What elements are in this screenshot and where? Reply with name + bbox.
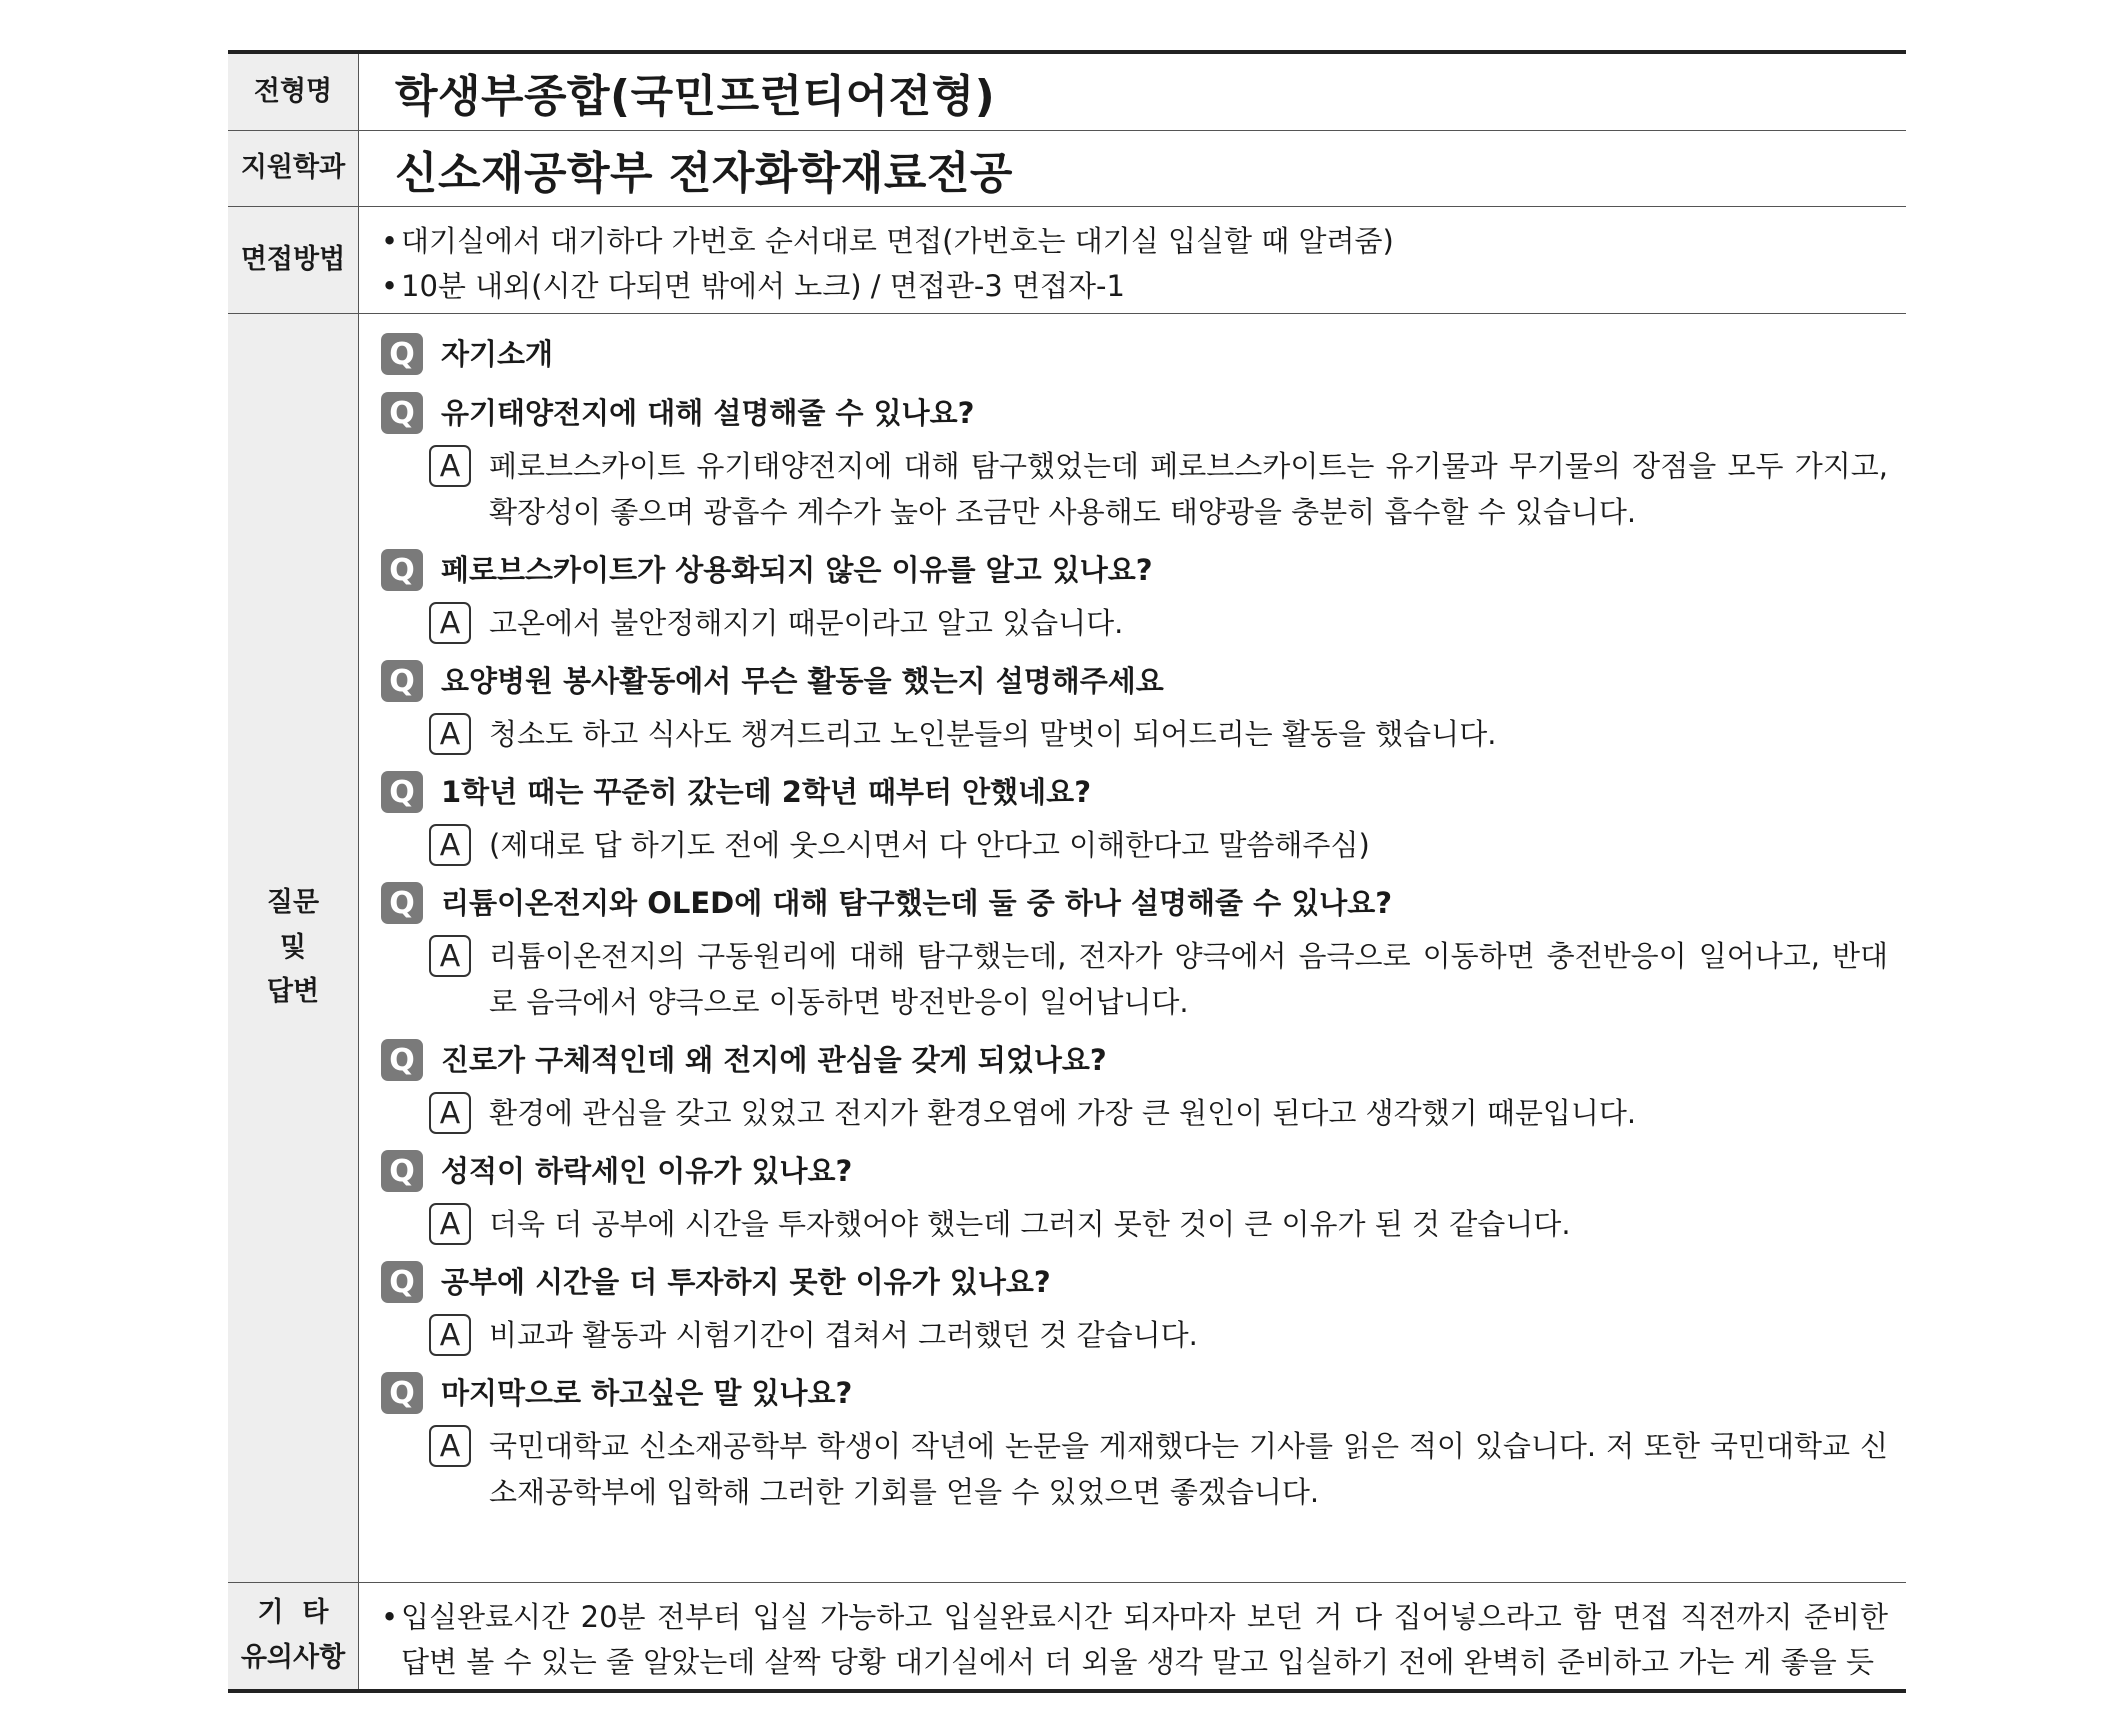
answer-item [429,1312,1888,1358]
answer-badge-icon: A [429,1092,471,1134]
other-notes-label-line: 유의사항 [240,1642,346,1673]
question-badge-icon: Q [381,771,423,813]
question-item [381,657,1888,705]
department-label: 지원학과 [228,131,359,206]
question-item [381,1258,1888,1306]
question-text: 요양병원 봉사활동에서 무슨 활동을 했는지 설명해주세요 [441,664,1164,698]
bullet-icon: • [381,224,399,258]
question-text: 유기태양전지에 대해 설명해줄 수 있나요? [441,396,975,430]
question-badge-icon: Q [381,882,423,924]
question-text: 공부에 시간을 더 투자하지 못한 이유가 있나요? [441,1265,1051,1299]
department-value: 신소재공학부 전자화학재료전공 [395,147,1013,199]
answer-badge-icon: A [429,1314,471,1356]
answer-item [429,822,1888,868]
question-text: 마지막으로 하고싶은 말 있나요? [441,1376,853,1410]
question-badge-icon: Q [381,1150,423,1192]
question-text: 페로브스카이트가 상용화되지 않은 이유를 알고 있나요? [441,553,1153,587]
question-badge-icon: Q [381,549,423,591]
bullet-icon: • [381,269,399,303]
answer-text: 리튬이온전지의 구동원리에 대해 탐구했는데, 전자가 양극에서 음극으로 이동하면 충전반응이 일어나고, 반대로 음극에서 양극으로 이동하면 방전반응이 일어납니다. [489,939,1888,1019]
question-badge-icon: Q [381,1372,423,1414]
answer-text: 페로브스카이트 유기태양전지에 대해 탐구했었는데 페로브스카이트는 유기물과 무기물의 장점을 모두 가지고, 확장성이 좋으며 광흡수 계수가 높아 조금만 사용해도 태양광을 충분히 흡수할 수 있습니다. [489,449,1888,529]
answer-item [429,443,1888,535]
answer-text: 국민대학교 신소재공학부 학생이 작년에 논문을 게재했다는 기사를 읽은 적이 있습니다. 저 또한 국민대학교 신소재공학부에 입학해 그러한 기회를 얻을 수 있었으면 좋겠습니다. [489,1429,1888,1509]
answer-text: (제대로 답 하기도 전에 웃으시면서 다 안다고 이해한다고 말씀해주심) [489,828,1370,862]
qa-label-line: 및 [279,931,307,963]
other-notes-label-line: 기 타 [257,1597,329,1629]
interview-method-label: 면접방법 [228,207,359,313]
answer-item [429,1201,1888,1247]
row-other-notes [228,1583,1906,1689]
answer-item [429,1090,1888,1136]
question-text: 1학년 때는 꾸준히 갔는데 2학년 때부터 안했네요? [441,775,1092,809]
row-interview-method [228,207,1906,314]
admission-type-label: 전형명 [228,54,359,130]
question-text: 자기소개 [441,337,554,371]
answer-badge-icon: A [429,602,471,644]
answer-badge-icon: A [429,1203,471,1245]
interview-record-table [228,50,1906,1693]
qa-label [228,314,359,1582]
method-item [381,219,1888,264]
answer-item [429,1423,1888,1515]
answer-badge-icon: A [429,713,471,755]
answer-text: 환경에 관심을 갖고 있었고 전지가 환경오염에 가장 큰 원인이 된다고 생각했기 때문입니다. [489,1096,1637,1130]
answer-badge-icon: A [429,1425,471,1467]
question-item [381,1036,1888,1084]
question-item [381,389,1888,437]
admission-type-value: 학생부종합(국민프런티어전형) [395,71,996,122]
answer-text: 더욱 더 공부에 시간을 투자했어야 했는데 그러지 못한 것이 큰 이유가 된 것 같습니다. [489,1207,1571,1241]
answer-item [429,600,1888,646]
answer-badge-icon: A [429,445,471,487]
answer-text: 고온에서 불안정해지기 때문이라고 알고 있습니다. [489,606,1124,640]
answer-badge-icon: A [429,824,471,866]
row-department [228,131,1906,207]
row-questions-answers [228,314,1906,1583]
qa-label-line: 질문 [266,887,320,919]
question-item [381,879,1888,927]
question-item [381,768,1888,816]
question-item [381,1147,1888,1195]
question-text: 진로가 구체적인데 왜 전지에 관심을 갖게 되었나요? [441,1043,1107,1077]
question-badge-icon: Q [381,1039,423,1081]
answer-text: 비교과 활동과 시험기간이 겹쳐서 그러했던 것 같습니다. [489,1318,1198,1352]
question-text: 리튬이온전지와 OLED에 대해 탐구했는데 둘 중 하나 설명해줄 수 있나요? [441,886,1393,920]
qa-label-line: 답변 [266,976,320,1008]
note-item [381,1595,1888,1685]
other-notes-label [228,1583,359,1689]
question-text: 성적이 하락세인 이유가 있나요? [441,1154,853,1188]
question-badge-icon: Q [381,392,423,434]
bullet-icon: • [381,1600,399,1634]
method-item-text: 대기실에서 대기하다 가번호 순서대로 면접(가번호는 대기실 입실할 때 알려줌) [401,224,1394,258]
method-item [381,264,1888,309]
row-admission-type [228,54,1906,131]
answer-badge-icon: A [429,935,471,977]
answer-text: 청소도 하고 식사도 챙겨드리고 노인분들의 말벗이 되어드리는 활동을 했습니다. [489,717,1497,751]
qa-list [359,314,1906,1582]
note-text: 입실완료시간 20분 전부터 입실 가능하고 입실완료시간 되자마자 보던 거 다 집어넣으라고 함 면접 직전까지 준비한 답변 볼 수 있는 줄 알았는데 살짝 당황 대기실에서 더 외울 생각 말고 입실하기 전에 완벽히 준비하고 가는 게 좋을 듯 [401,1600,1888,1679]
question-badge-icon: Q [381,333,423,375]
answer-item [429,933,1888,1025]
question-item [381,330,1888,378]
question-item [381,546,1888,594]
method-item-text: 10분 내외(시간 다되면 밖에서 노크) / 면접관-3 면접자-1 [401,269,1125,303]
question-badge-icon: Q [381,1261,423,1303]
answer-item [429,711,1888,757]
question-item [381,1369,1888,1417]
question-badge-icon: Q [381,660,423,702]
